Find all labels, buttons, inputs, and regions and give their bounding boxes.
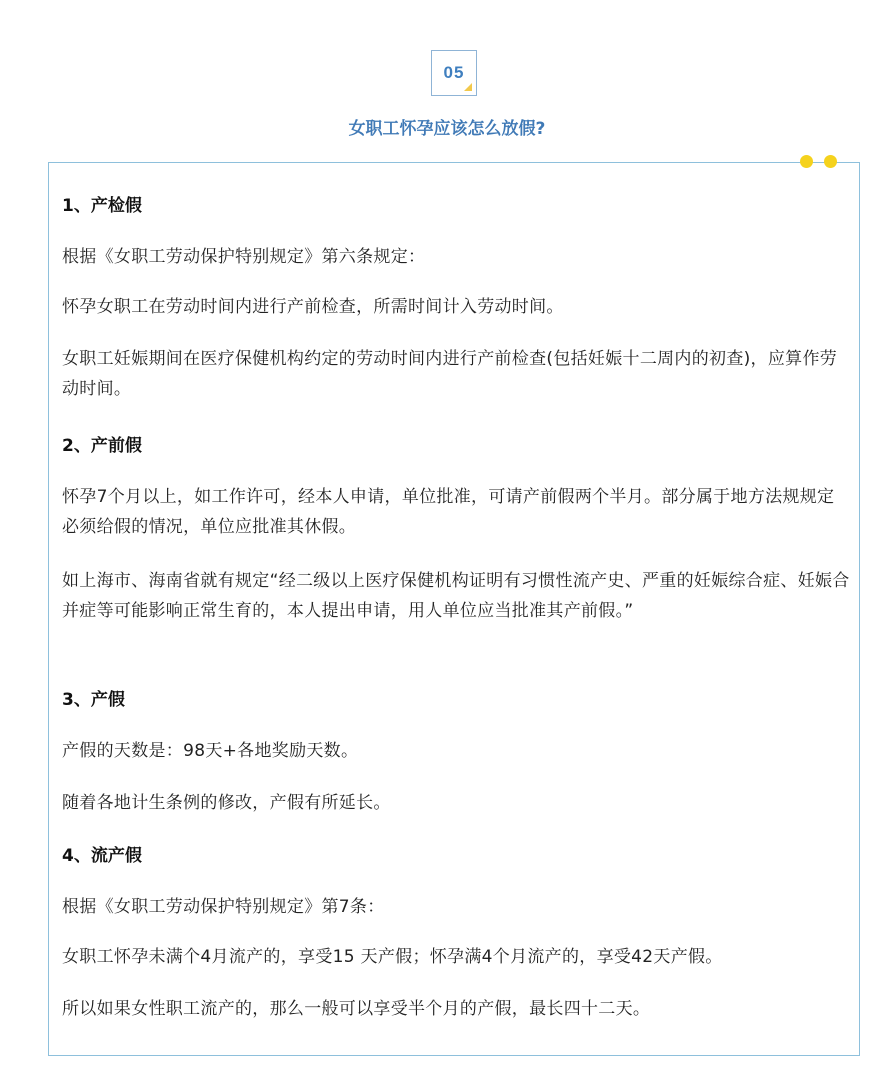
content-box bbox=[48, 162, 860, 1056]
paragraph: 根据《女职工劳动保护特别规定》第7条： bbox=[62, 897, 385, 917]
heading-prenatal-checkup: 1、产检假 bbox=[62, 196, 142, 216]
section-number: 05 bbox=[443, 63, 465, 82]
heading-miscarriage-leave: 4、流产假 bbox=[62, 846, 142, 866]
paragraph: 女职工怀孕未满个4月流产的，享受15 天产假；怀孕满4个月流产的，享受42天产假。 bbox=[62, 947, 723, 967]
paragraph: 怀孕7个月以上，如工作许可，经本人申请，单位批准，可请产前假两个半月。部分属于地方法规规定必须给假的情况，单位应批准其休假。 bbox=[62, 487, 835, 537]
paragraph: 随着各地计生条例的修改，产假有所延长。 bbox=[62, 793, 391, 813]
paragraph: 怀孕女职工在劳动时间内进行产前检查，所需时间计入劳动时间。 bbox=[62, 297, 564, 317]
section-title: 女职工怀孕应该怎么放假? bbox=[348, 119, 546, 139]
paragraph: 女职工妊娠期间在医疗保健机构约定的劳动时间内进行产前检查(包括妊娠十二周内的初查)，应算作劳动时间。 bbox=[62, 349, 838, 399]
yellow-dot-icon bbox=[800, 155, 813, 168]
paragraph: 根据《女职工劳动保护特别规定》第六条规定： bbox=[62, 247, 426, 267]
heading-prenatal-leave: 2、产前假 bbox=[62, 436, 142, 456]
heading-maternity-leave: 3、产假 bbox=[62, 690, 125, 710]
section-number-badge bbox=[431, 50, 477, 96]
yellow-dot-icon bbox=[824, 155, 837, 168]
paragraph: 如上海市、海南省就有规定“经二级以上医疗保健机构证明有习惯性流产史、严重的妊娠综合症、妊娠合并症等可能影响正常生育的，本人提出申请，用人单位应当批准其产前假。” bbox=[62, 571, 850, 621]
paragraph: 所以如果女性职工流产的，那么一般可以享受半个月的产假，最长四十二天。 bbox=[62, 999, 651, 1019]
badge-corner-decoration bbox=[464, 83, 472, 91]
paragraph: 产假的天数是：98天+各地奖励天数。 bbox=[62, 741, 359, 761]
